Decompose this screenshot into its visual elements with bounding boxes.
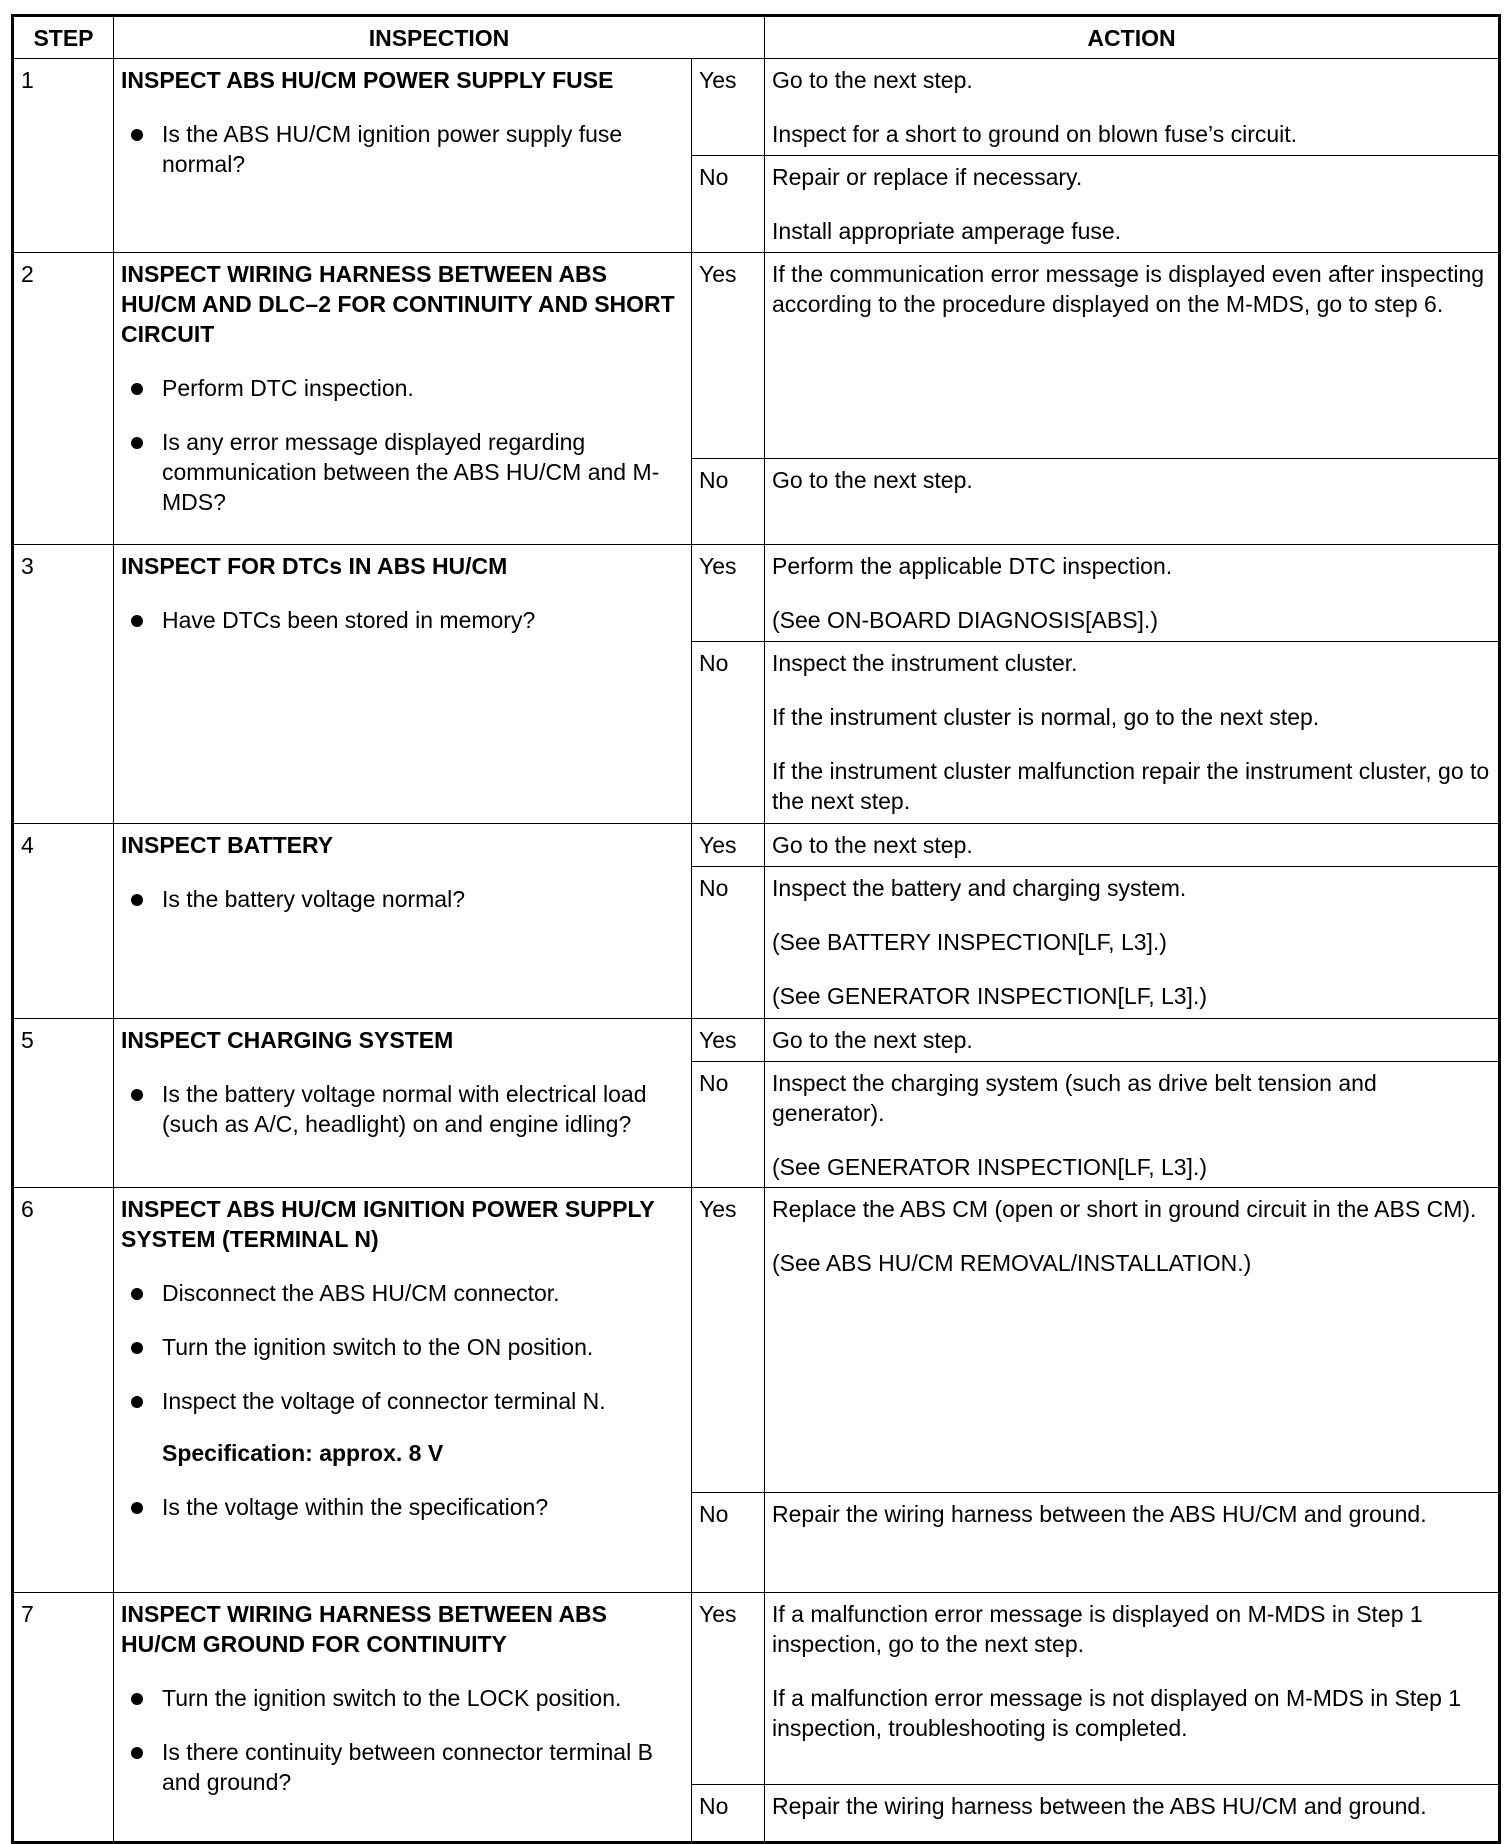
no-action-cell <box>765 1493 1500 1593</box>
table-row <box>13 1188 1500 1493</box>
header-inspection: INSPECTION <box>114 16 765 59</box>
action-text: Repair the wiring harness between the ABS HU/CM and ground. <box>772 1501 1427 1527</box>
inspection-bullet: Have DTCs been stored in memory? <box>162 605 684 635</box>
no-action-cell <box>765 1785 1500 1843</box>
action-text: Repair the wiring harness between the ABS HU/CM and ground. <box>772 1793 1427 1819</box>
table-row <box>13 1019 1500 1062</box>
inspection-bullet: Is any error message displayed regarding communication between the ABS HU/CM and M-MDS? <box>162 427 684 517</box>
inspection-cell <box>114 1593 692 1843</box>
no-label: No <box>692 1785 765 1843</box>
inspection-bullet: Is there continuity between connector terminal B and ground? <box>162 1737 684 1797</box>
step-number: 2 <box>13 253 114 545</box>
no-label: No <box>692 642 765 824</box>
step-number: 1 <box>13 59 114 253</box>
action-text: (See GENERATOR INSPECTION[LF, L3].) <box>772 1154 1207 1180</box>
no-label: No <box>692 156 765 253</box>
yes-action-cell <box>765 1188 1500 1493</box>
action-text: Install appropriate amperage fuse. <box>772 218 1122 244</box>
inspection-cell <box>114 1019 692 1188</box>
action-text: Inspect the battery and charging system. <box>772 875 1187 901</box>
header-row <box>13 16 1500 59</box>
yes-label: Yes <box>692 59 765 156</box>
step-number: 4 <box>13 824 114 1019</box>
yes-label: Yes <box>692 1593 765 1785</box>
table-row <box>13 1593 1500 1785</box>
header-step: STEP <box>13 16 114 59</box>
inspection-bullets <box>121 1683 684 1797</box>
inspection-bullet: Inspect the voltage of connector terminal N. <box>162 1386 684 1416</box>
yes-action-cell <box>765 253 1500 459</box>
inspection-cell <box>114 824 692 1019</box>
step-number: 3 <box>13 545 114 824</box>
yes-label: Yes <box>692 253 765 459</box>
troubleshooting-sheet <box>11 14 1498 1819</box>
inspection-bullets <box>121 1079 684 1139</box>
yes-label: Yes <box>692 1019 765 1062</box>
action-text: Go to the next step. <box>772 1027 973 1053</box>
table-body <box>13 59 1500 1843</box>
inspection-bullets <box>121 119 684 179</box>
yes-action-cell <box>765 1019 1500 1062</box>
action-text: If the instrument cluster is normal, go to the next step. <box>772 704 1320 730</box>
no-action-cell <box>765 1062 1500 1188</box>
no-action-cell <box>765 867 1500 1019</box>
step-number: 5 <box>13 1019 114 1188</box>
no-label: No <box>692 867 765 1019</box>
yes-action-cell <box>765 824 1500 867</box>
no-label: No <box>692 459 765 545</box>
yes-label: Yes <box>692 824 765 867</box>
specification-text: Specification: approx. 8 V <box>162 1440 444 1466</box>
yes-label: Yes <box>692 1188 765 1493</box>
step-title: INSPECT FOR DTCs IN ABS HU/CM <box>121 553 508 579</box>
inspection-bullet: Perform DTC inspection. <box>162 373 684 403</box>
table-row <box>13 59 1500 156</box>
table-row <box>13 545 1500 642</box>
inspection-bullets <box>121 884 684 914</box>
step-title: INSPECT CHARGING SYSTEM <box>121 1027 454 1053</box>
action-text: (See ON-BOARD DIAGNOSIS[ABS].) <box>772 607 1158 633</box>
inspection-cell <box>114 59 692 253</box>
step-number: 6 <box>13 1188 114 1593</box>
no-action-cell <box>765 459 1500 545</box>
inspection-table <box>11 14 1501 1844</box>
inspection-bullet: Turn the ignition switch to the ON position. <box>162 1332 684 1362</box>
yes-action-cell <box>765 59 1500 156</box>
action-text: Inspect for a short to ground on blown fuse’s circuit. <box>772 121 1298 147</box>
no-action-cell <box>765 156 1500 253</box>
inspection-bullet: Is the ABS HU/CM ignition power supply fuse normal? <box>162 119 684 179</box>
action-text: If the communication error message is displayed even after inspecting according to the procedure displayed on the M-MDS, go to step 6. <box>772 261 1485 317</box>
action-text: Perform the applicable DTC inspection. <box>772 553 1173 579</box>
inspection-bullets <box>121 605 684 635</box>
yes-label: Yes <box>692 545 765 642</box>
inspection-bullets-after <box>121 1492 684 1522</box>
action-text: If the instrument cluster malfunction repair the instrument cluster, go to the next step. <box>772 758 1490 814</box>
inspection-bullet: Is the battery voltage normal with electrical load (such as A/C, headlight) on and engine idling? <box>162 1079 684 1139</box>
inspection-bullets <box>121 373 684 517</box>
table-row <box>13 824 1500 867</box>
step-title: INSPECT WIRING HARNESS BETWEEN ABS HU/CM GROUND FOR CONTINUITY <box>121 1601 608 1657</box>
step-number: 7 <box>13 1593 114 1843</box>
no-label: No <box>692 1062 765 1188</box>
action-text: Repair or replace if necessary. <box>772 164 1083 190</box>
step-title: INSPECT BATTERY <box>121 832 334 858</box>
action-text: Go to the next step. <box>772 832 973 858</box>
inspection-bullet: Turn the ignition switch to the LOCK position. <box>162 1683 684 1713</box>
inspection-bullet: Disconnect the ABS HU/CM connector. <box>162 1278 684 1308</box>
inspection-cell <box>114 253 692 545</box>
inspection-bullet: Is the voltage within the specification? <box>162 1492 684 1522</box>
action-text: If a malfunction error message is displayed on M-MDS in Step 1 inspection, go to the next step. <box>772 1601 1423 1657</box>
action-text: (See ABS HU/CM REMOVAL/INSTALLATION.) <box>772 1250 1252 1276</box>
action-text: Inspect the charging system (such as drive belt tension and generator). <box>772 1070 1377 1126</box>
action-text: If a malfunction error message is not displayed on M-MDS in Step 1 inspection, troubleshooting is completed. <box>772 1685 1462 1741</box>
step-title: INSPECT WIRING HARNESS BETWEEN ABS HU/CM AND DLC–2 FOR CONTINUITY AND SHORT CIRCUIT <box>121 261 675 347</box>
action-text: Replace the ABS CM (open or short in ground circuit in the ABS CM). <box>772 1196 1477 1222</box>
yes-action-cell <box>765 1593 1500 1785</box>
yes-action-cell <box>765 545 1500 642</box>
inspection-cell <box>114 1188 692 1593</box>
step-title: INSPECT ABS HU/CM IGNITION POWER SUPPLY SYSTEM (TERMINAL N) <box>121 1196 655 1252</box>
action-text: (See GENERATOR INSPECTION[LF, L3].) <box>772 983 1207 1009</box>
action-text: (See BATTERY INSPECTION[LF, L3].) <box>772 929 1167 955</box>
action-text: Go to the next step. <box>772 467 973 494</box>
no-label: No <box>692 1493 765 1593</box>
inspection-cell <box>114 545 692 824</box>
header-action: ACTION <box>765 16 1500 59</box>
no-action-cell <box>765 642 1500 824</box>
inspection-bullet: Is the battery voltage normal? <box>162 884 684 914</box>
table-row <box>13 253 1500 459</box>
action-text: Inspect the instrument cluster. <box>772 650 1078 676</box>
inspection-bullets <box>121 1278 684 1416</box>
action-text: Go to the next step. <box>772 67 973 93</box>
step-title: INSPECT ABS HU/CM POWER SUPPLY FUSE <box>121 67 614 93</box>
